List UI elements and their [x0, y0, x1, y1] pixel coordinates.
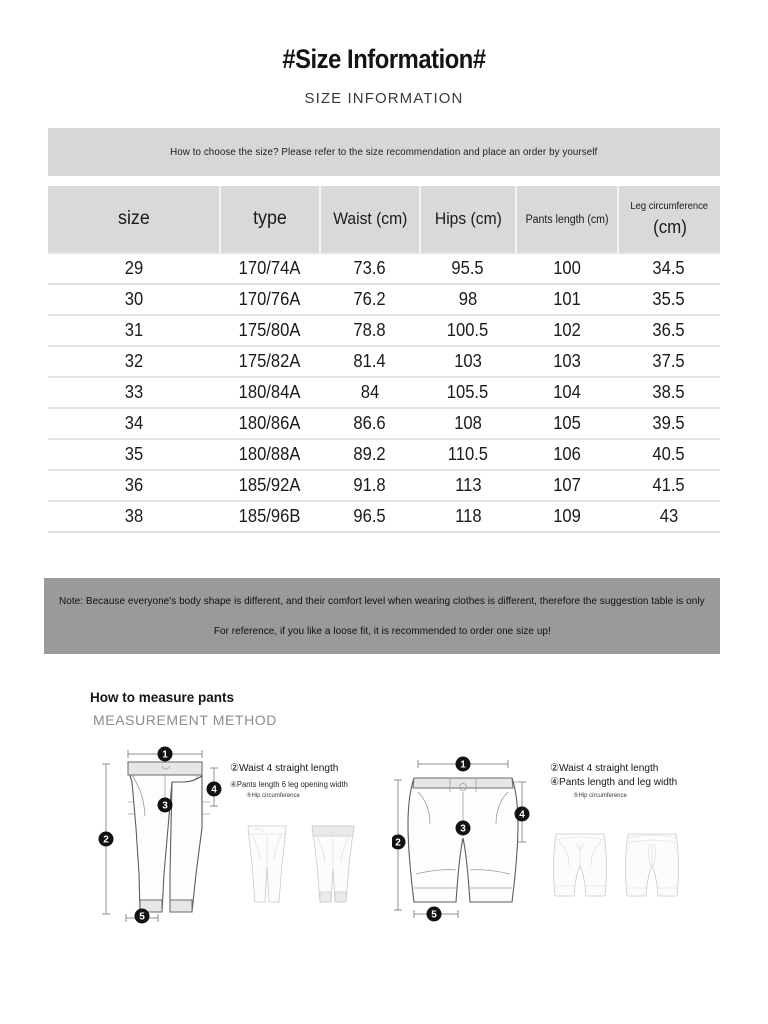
note-line-1: Note: Because everyone's body shape is different, and their comfort level when wearing clothes is different, therefore the suggestion table is only: [59, 595, 705, 607]
cell-pants-length: 107: [516, 470, 618, 501]
cell-pants-length: 103: [516, 346, 618, 377]
cell-size: 31: [48, 315, 220, 346]
note-line-2: For reference, if you like a loose fit, it is recommended to order one size up!: [213, 625, 551, 637]
cell-hips: 113: [420, 470, 516, 501]
cell-size: 32: [48, 346, 220, 377]
cell-hips: 110.5: [420, 439, 516, 470]
table-row: [48, 470, 720, 501]
annotation-line-2: ④Pants length 6 leg opening width: [230, 779, 348, 789]
cell-type: 180/86A: [220, 408, 320, 439]
cell-leg-circumference: 38.5: [618, 377, 720, 408]
cell-hips: 103: [420, 346, 516, 377]
column-header-type: type: [220, 186, 320, 253]
pants-thumbnail-front: [238, 820, 296, 908]
cell-leg-circumference: 36.5: [618, 315, 720, 346]
cell-leg-circumference: 41.5: [618, 470, 720, 501]
shorts-annotations: [550, 762, 710, 801]
marker-2: 2: [103, 834, 109, 846]
cell-waist: 89.2: [320, 439, 420, 470]
cell-leg-circumference: 40.5: [618, 439, 720, 470]
column-header-waist: Waist (cm): [320, 186, 420, 253]
intro-text: How to choose the size? Please refer to the size recommendation and place an order by yourself: [170, 146, 598, 158]
table-header-row: [48, 186, 720, 253]
cell-pants-length: 101: [516, 284, 618, 315]
table-row: [48, 346, 720, 377]
size-table: [48, 186, 720, 533]
cell-type: 170/76A: [220, 284, 320, 315]
marker-3: 3: [460, 823, 466, 835]
cell-type: 180/84A: [220, 377, 320, 408]
pants-annotations: [230, 762, 385, 801]
table-row: [48, 377, 720, 408]
cell-size: 29: [48, 253, 220, 284]
cell-type: 175/82A: [220, 346, 320, 377]
measurement-subtitle: MEASUREMENT METHOD: [93, 712, 277, 728]
table-row: [48, 439, 720, 470]
cell-hips: 118: [420, 501, 516, 532]
table-row: [48, 315, 720, 346]
shorts-thumbnail-back: [620, 820, 684, 908]
cell-pants-length: 104: [516, 377, 618, 408]
page-subtitle: SIZE INFORMATION: [304, 90, 464, 107]
column-header-leg-circumference: Leg circumference (cm): [618, 186, 720, 253]
annotation-line-1: ②Waist 4 straight length: [550, 762, 659, 774]
marker-4: 4: [519, 809, 525, 821]
cell-type: 170/74A: [220, 253, 320, 284]
cell-size: 35: [48, 439, 220, 470]
marker-4: 4: [211, 784, 217, 796]
cell-waist: 76.2: [320, 284, 420, 315]
cell-size: 36: [48, 470, 220, 501]
page-title: #Size Information#: [282, 44, 486, 74]
table-row: [48, 253, 720, 284]
cell-waist: 96.5: [320, 501, 420, 532]
cell-leg-circumference: 43: [618, 501, 720, 532]
cell-waist: 81.4: [320, 346, 420, 377]
shorts-thumbnail-front: [548, 820, 612, 908]
cell-type: 175/80A: [220, 315, 320, 346]
cell-hips: 98: [420, 284, 516, 315]
cell-size: 30: [48, 284, 220, 315]
cell-size: 33: [48, 377, 220, 408]
cell-hips: 105.5: [420, 377, 516, 408]
cell-size: 34: [48, 408, 220, 439]
cell-type: 185/96B: [220, 501, 320, 532]
column-header-pants-length: Pants length (cm): [516, 186, 618, 253]
cell-size: 38: [48, 501, 220, 532]
cell-waist: 73.6: [320, 253, 420, 284]
cell-type: 185/92A: [220, 470, 320, 501]
annotation-line-3: ⑤Hip circumference: [573, 792, 627, 799]
cell-hips: 100.5: [420, 315, 516, 346]
cell-pants-length: 106: [516, 439, 618, 470]
table-row: [48, 501, 720, 532]
annotation-line-3: ⑤Hip circumference: [246, 793, 300, 800]
annotation-line-1: ②Waist 4 straight length: [230, 762, 339, 774]
table-row: [48, 284, 720, 315]
table-header: [48, 186, 720, 253]
cell-hips: 108: [420, 408, 516, 439]
marker-3: 3: [162, 800, 168, 812]
cell-leg-circumference: 35.5: [618, 284, 720, 315]
note-banner: [44, 578, 720, 654]
cell-type: 180/88A: [220, 439, 320, 470]
cell-pants-length: 109: [516, 501, 618, 532]
table-row: [48, 408, 720, 439]
marker-1: 1: [460, 759, 466, 771]
cell-waist: 78.8: [320, 315, 420, 346]
column-header-hips: Hips (cm): [420, 186, 516, 253]
cell-pants-length: 105: [516, 408, 618, 439]
pants-thumbnail-back: [304, 820, 362, 908]
annotation-line-2: ④Pants length and leg width: [550, 775, 678, 788]
column-header-size: size: [48, 186, 220, 253]
marker-5: 5: [139, 911, 145, 923]
marker-5: 5: [431, 909, 437, 921]
shorts-diagram: [392, 742, 544, 924]
intro-banner: [48, 128, 720, 176]
measurement-title: How to measure pants: [90, 690, 235, 705]
cell-waist: 91.8: [320, 470, 420, 501]
cell-waist: 86.6: [320, 408, 420, 439]
cell-leg-circumference: 39.5: [618, 408, 720, 439]
cell-pants-length: 100: [516, 253, 618, 284]
marker-2: 2: [395, 837, 401, 849]
cell-leg-circumference: 34.5: [618, 253, 720, 284]
cell-hips: 95.5: [420, 253, 516, 284]
table-body: [48, 253, 720, 532]
pants-thumbnails: [238, 820, 362, 908]
cell-pants-length: 102: [516, 315, 618, 346]
shorts-thumbnails: [548, 820, 684, 908]
pants-diagram: [92, 742, 242, 924]
cell-leg-circumference: 37.5: [618, 346, 720, 377]
marker-1: 1: [162, 749, 168, 761]
cell-waist: 84: [320, 377, 420, 408]
